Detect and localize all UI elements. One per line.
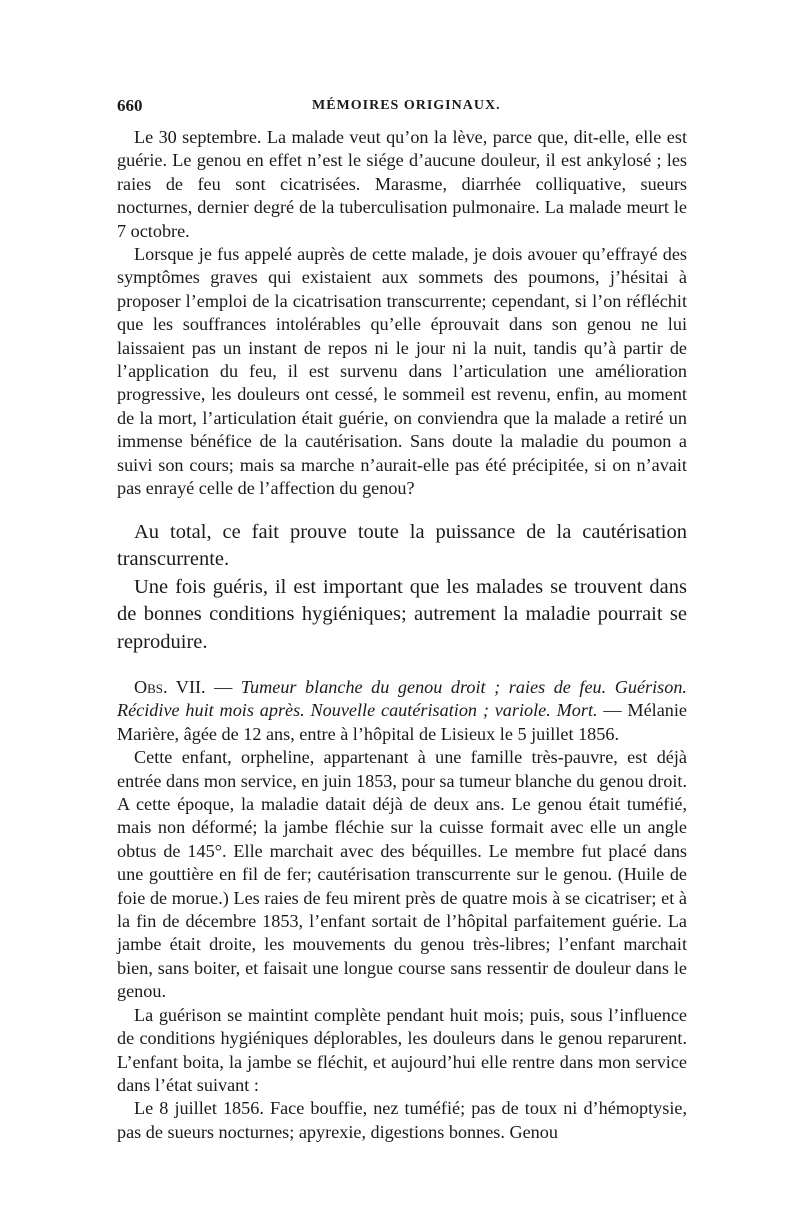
observation-intro: — Mélanie Marière, âgée de 12 ans, entre à l’hôpital de Lisieux le 5 juillet 1856. xyxy=(117,700,687,744)
paragraph-case-end: Le 30 septembre. La malade veut qu’on la lève, parce que, dit-elle, elle est guérie. Le genou en effet n’est le siége d’aucune douleur, il est ankylosé ; les raies de feu sont cicatrisées. Marasme, diarrhée colliquative, sueurs nocturnes, dernier degré de la tuberculisation pulmonaire. La malade meurt le 7 octobre. xyxy=(117,127,687,241)
paragraph-discussion: Lorsque je fus appelé auprès de cette malade, je dois avouer qu’effrayé des symptômes graves qui existaient aux sommets des poumons, j’hésitai à proposer l’emploi de la cicatrisation transcurrente; cependant, si l’on réfléchit que les souffrances intolérables qu’elle éprouvait dans son genou ne lui laissaient pas un instant de repos ni le jour ni la nuit, tandis qu’à partir de l’application du feu, il est survenu dans l’articulation une amélioration progressive, les douleurs ont cessé, le sommeil est revenu, enfin, au moment de la mort, l’articulation était guérie, on conviendra que la malade a retiré un immense bénéfice de la cautérisation. Sans doute la maladie du poumon a suivi son cours; mais sa marche n’aurait-elle pas été précipitée, si on n’avait pas enrayé celle de l’affection du genou? xyxy=(117,244,687,499)
observation-title: Tumeur blanche du genou droit ; raies de feu. Guérison. Récidive huit mois après. Nouvelle cautérisation ; variole. Mort. xyxy=(117,677,687,721)
book-page xyxy=(117,96,687,1144)
page-number: 660 xyxy=(117,96,143,115)
running-header xyxy=(117,96,687,122)
paragraph-recommendation: Une fois guéris, il est important que les malades se trouvent dans de bonnes conditions hygiéniques; autrement la maladie pourrait se reproduire. xyxy=(117,575,687,653)
running-title: MÉMOIRES ORIGINAUX. xyxy=(312,98,501,113)
paragraph-history: Cette enfant, orpheline, appartenant à une famille très-pauvre, est déjà entrée dans mon service, en juin 1853, pour sa tumeur blanche du genou droit. A cette époque, la maladie datait déjà de deux ans. Le genou était tuméfié, mais non déformé; la jambe fléchie sur la cuisse formait avec elle un angle obtus de 145°. Elle marchait avec des béquilles. Le membre fut placé dans une gouttière en fil de fer; cautérisation transcurrente sur le genou. (Huile de foie de morue.) Les raies de feu mirent près de quatre mois à se cicatriser; et à la fin de décembre 1853, l’enfant sortait de l’hôpital parfaitement guérie. La jambe était droite, les mouvements du genou très-libres; l’enfant marchait bien, sans boiter, et faisait une longue course sans ressentir de douleur dans le genou. xyxy=(117,747,687,1002)
paragraph-admission-note: Le 8 juillet 1856. Face bouffie, nez tuméfié; pas de toux ni d’hémoptysie, pas de sueurs nocturnes; apyrexie, digestions bonnes. Genou xyxy=(117,1098,687,1142)
observation-label: Obs. VII. xyxy=(134,677,206,697)
paragraph-conclusion: Au total, ce fait prouve toute la puissance de la cautérisation transcurrente. xyxy=(117,520,687,570)
observation-heading-paragraph xyxy=(117,676,687,746)
observation-dash: — xyxy=(205,677,241,697)
paragraph-relapse: La guérison se maintint complète pendant huit mois; puis, sous l’influence de conditions hygiéniques déplorables, les douleurs dans le genou reparurent. L’enfant boita, la jambe se fléchit, et aujourd’hui elle rentre dans mon service dans l’état suivant : xyxy=(117,1004,687,1095)
